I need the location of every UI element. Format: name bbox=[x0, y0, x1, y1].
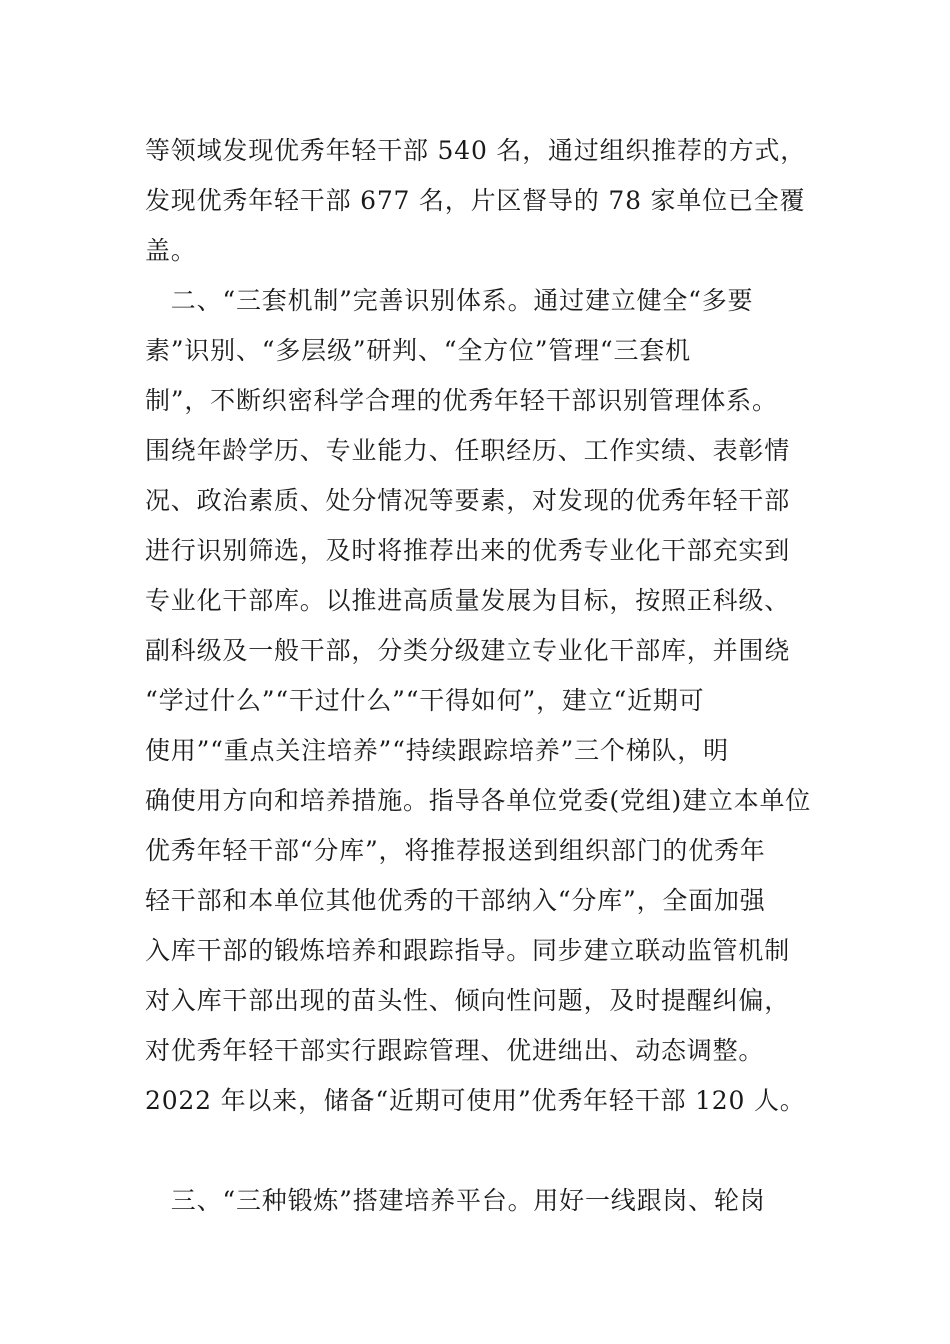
section-heading-line: 三、“三种锻炼”搭建培养平台。用好一线跟岗、轮岗 bbox=[145, 1186, 766, 1215]
section-heading-line: 二、“三套机制”完善识别体系。通过建立健全“多要 bbox=[145, 286, 754, 315]
text-line: 优秀年轻干部“分库”，将推荐报送到组织部门的优秀年 bbox=[145, 836, 766, 865]
text-line: 对优秀年轻干部实行跟踪管理、优进绌出、动态调整。 bbox=[145, 1036, 765, 1065]
text-line: 盖。 bbox=[145, 236, 197, 265]
text-line: 2022 年以来，储备“近期可使用”优秀年轻干部 120 人。 bbox=[145, 1086, 806, 1115]
text-line: 专业化干部库。以推进高质量发展为目标，按照正科级、 bbox=[145, 586, 791, 615]
text-line: 况、政治素质、处分情况等要素，对发现的优秀年轻干部 bbox=[145, 486, 791, 515]
text-line: 确使用方向和培养措施。指导各单位党委(党组)建立本单位 bbox=[145, 786, 812, 815]
text-line: “学过什么”“干过什么”“干得如何”，建立“近期可 bbox=[145, 686, 705, 715]
text-line: 轻干部和本单位其他优秀的干部纳入“分库”，全面加强 bbox=[145, 886, 766, 915]
text-line: 使用”“重点关注培养”“持续跟踪培养”三个梯队，明 bbox=[145, 736, 729, 765]
text-line: 等领域发现优秀年轻干部 540 名，通过组织推荐的方式， bbox=[145, 136, 807, 165]
text-line: 进行识别筛选，及时将推荐出来的优秀专业化干部充实到 bbox=[145, 536, 791, 565]
text-line: 素”识别、“多层级”研判、“全方位”管理“三套机 bbox=[145, 336, 691, 365]
text-line: 发现优秀年轻干部 677 名，片区督导的 78 家单位已全覆 bbox=[145, 186, 806, 215]
text-line: 制”，不断织密科学合理的优秀年轻干部识别管理体系。 bbox=[145, 386, 778, 415]
text-line: 入库干部的锻炼培养和跟踪指导。同步建立联动监管机制 bbox=[145, 936, 791, 965]
text-line: 副科级及一般干部，分类分级建立专业化干部库，并围绕 bbox=[145, 636, 791, 665]
text-line: 对入库干部出现的苗头性、倾向性问题，及时提醒纠偏， bbox=[145, 986, 791, 1015]
text-line: 围绕年龄学历、专业能力、任职经历、工作实绩、表彰情 bbox=[145, 436, 791, 465]
